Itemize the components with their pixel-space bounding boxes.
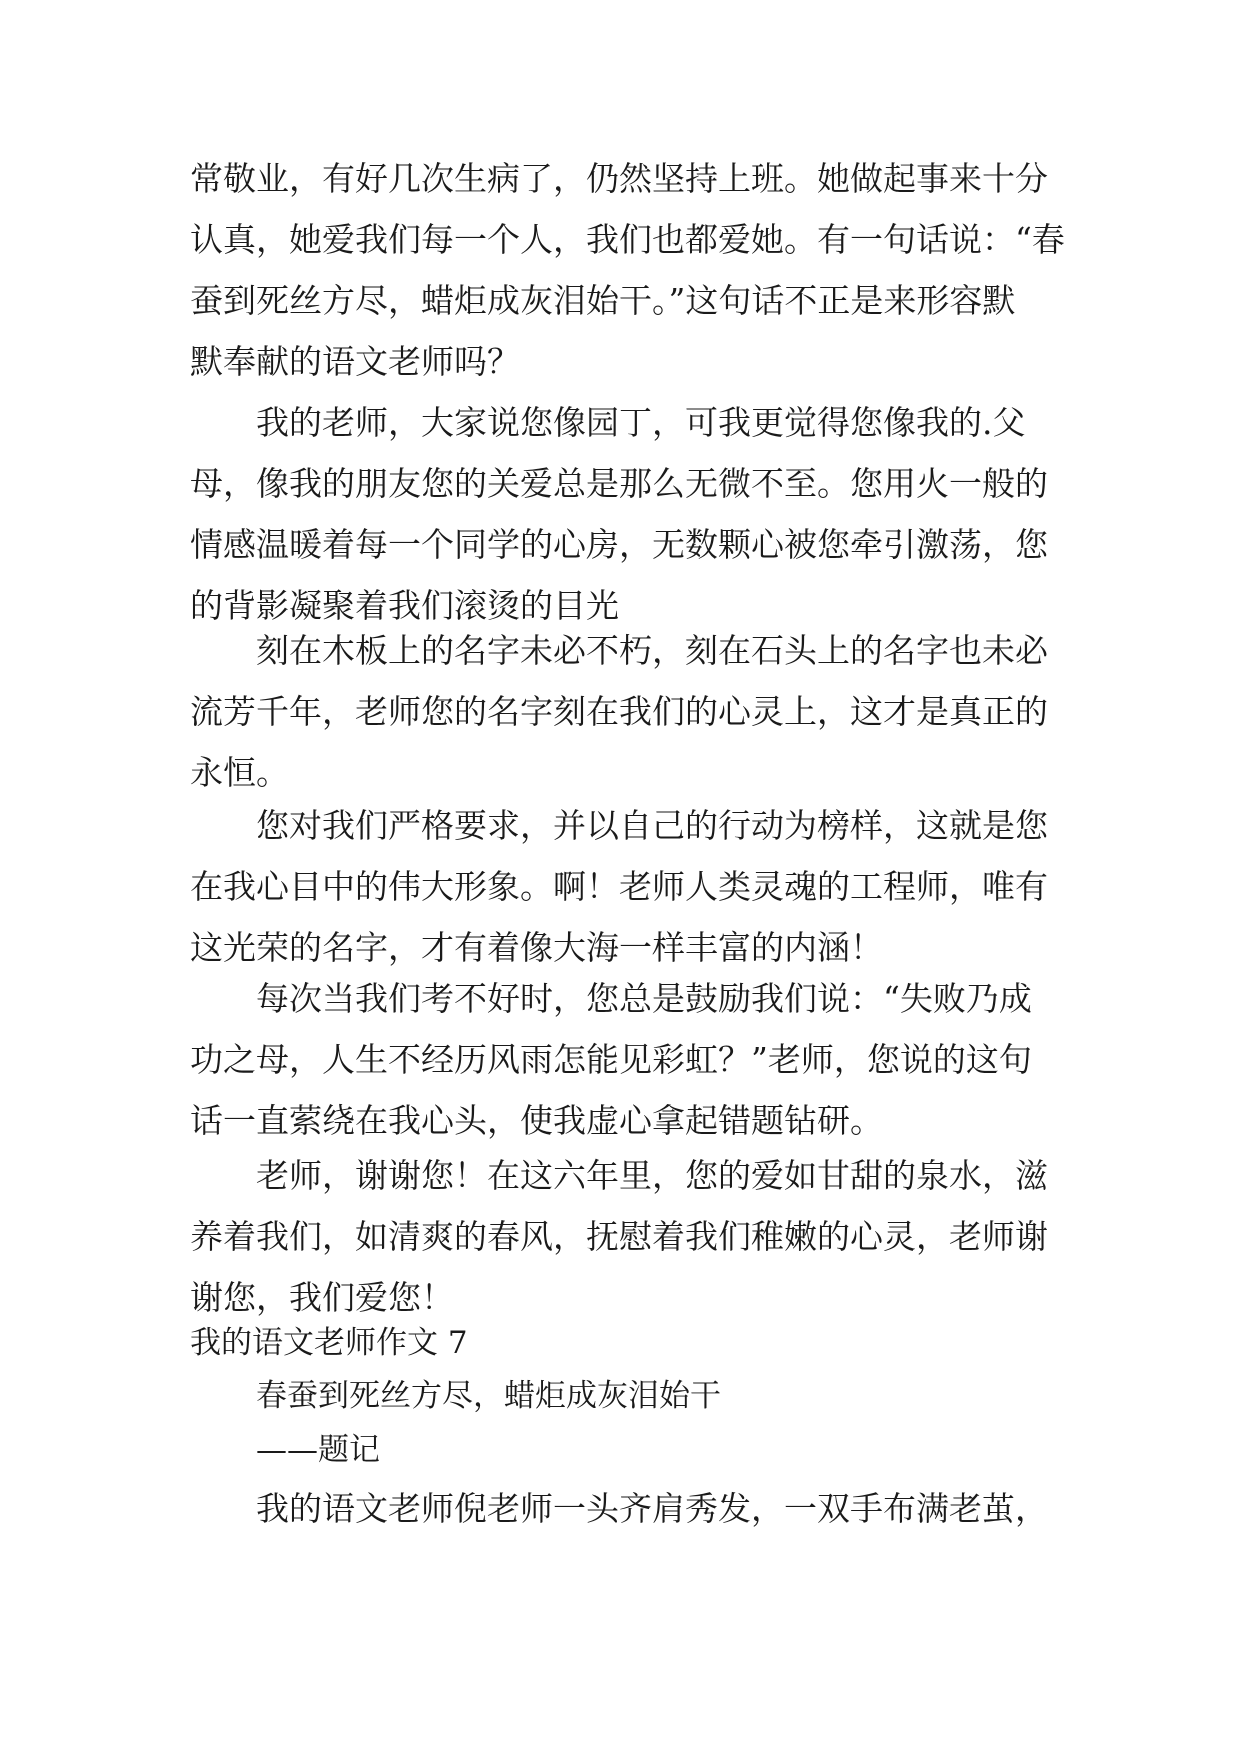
paragraph-line: 我的老师，大家说您像园丁，可我更觉得您像我的.父 <box>256 403 1026 442</box>
paragraph-line: 谢您，我们爱您！ <box>190 1278 454 1317</box>
paragraph-line: 在我心目中的伟大形象。啊！老师人类灵魂的工程师，唯有 <box>190 867 1048 906</box>
paragraph-line: 母，像我的朋友您的关爱总是那么无微不至。您用火一般的 <box>190 464 1048 503</box>
paragraph-line: 功之母，人生不经历风雨怎能见彩虹？”老师，您说的这句 <box>190 1040 1032 1079</box>
paragraph-line: 流芳千年，老师您的名字刻在我们的心灵上，这才是真正的 <box>190 692 1048 731</box>
paragraph-7 <box>190 1478 1050 1539</box>
paragraph-line: 每次当我们考不好时，您总是鼓励我们说：“失败乃成 <box>256 979 1032 1018</box>
paragraph-line: 我的语文老师倪老师一头齐肩秀发，一双手布满老茧， <box>256 1489 1048 1528</box>
paragraph-line: 这光荣的名字，才有着像大海一样丰富的内涵！ <box>190 928 883 967</box>
paragraph-line: 您对我们严格要求，并以自己的行动为榜样，这就是您 <box>256 806 1048 845</box>
paragraph-line: 的背影凝聚着我们滚烫的目光 <box>190 586 619 625</box>
paragraph-line: 话一直萦绕在我心头，使我虚心拿起错题钻研。 <box>190 1101 883 1140</box>
paragraph-line: 老师，谢谢您！在这六年里，您的爱如甘甜的泉水，滋 <box>256 1156 1048 1195</box>
paragraph-2 <box>190 392 1050 636</box>
paragraph-line: 永恒。 <box>190 753 289 792</box>
paragraph-line: 情感温暖着每一个同学的心房，无数颗心被您牵引激荡，您 <box>190 525 1048 564</box>
paragraph-line: 刻在木板上的名字未必不朽，刻在石头上的名字也未必 <box>256 631 1048 670</box>
epigraph-attribution: ——题记 <box>256 1432 380 1468</box>
paragraph-4 <box>190 795 1050 978</box>
paragraph-line: 认真，她爱我们每一个人，我们也都爱她。有一句话说：“春 <box>190 220 1065 259</box>
paragraph-line: 养着我们，如清爽的春风，抚慰着我们稚嫩的心灵，老师谢 <box>190 1217 1048 1256</box>
paragraph-6 <box>190 1145 1050 1328</box>
paragraph-3 <box>190 620 1050 803</box>
paragraph-1 <box>190 148 1065 392</box>
paragraph-line: 常敬业，有好几次生病了，仍然坚持上班。她做起事来十分 <box>190 159 1048 198</box>
epigraph: 春蚕到死丝方尽，蜡炬成灰泪始干 <box>256 1378 721 1414</box>
paragraph-5 <box>190 968 1050 1151</box>
section-title: 我的语文老师作文 7 <box>190 1325 468 1361</box>
paragraph-line: 默奉献的语文老师吗？ <box>190 342 520 381</box>
paragraph-line: 蚕到死丝方尽，蜡炬成灰泪始干。”这句话不正是来形容默 <box>190 281 1016 320</box>
